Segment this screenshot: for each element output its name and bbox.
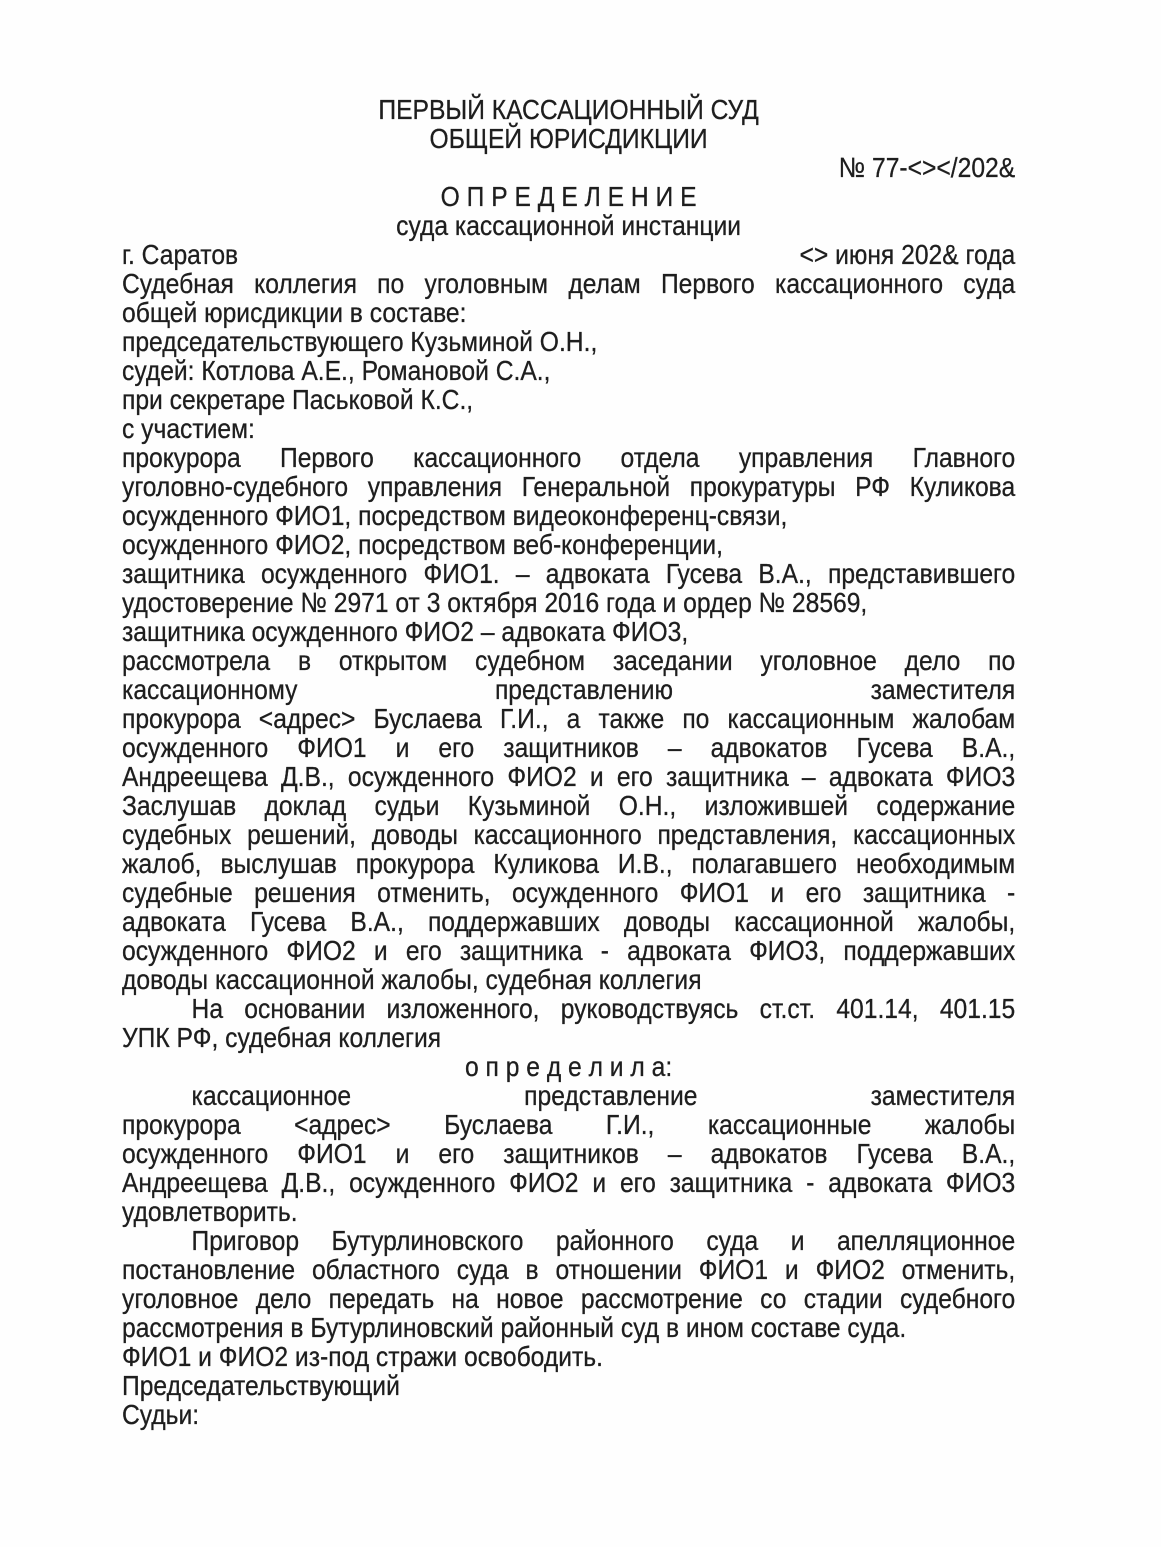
text-line: уголовно-судебного управления Генеральной прокуратуры РФ Куликова [122,471,1016,502]
signature-judges: Судьи: [122,1399,200,1430]
text-line: судей: Котлова А.Е., Романовой С.А., [122,355,551,386]
text-line: доводы кассационной жалобы, судебная коллегия [122,964,702,995]
text-line: Андреещева Д.В., осужденного ФИО2 и его защитника - адвоката ФИО3 [122,1167,1016,1198]
text-line: председательствующего Кузьминой О.Н., [122,326,598,357]
text-line: общей юрисдикции в составе: [122,297,467,328]
text-line: судебные решения отменить, осужденного ФИО1 и его защитника - [122,877,1016,908]
text-line: прокурора <адрес> Буслаева Г.И., а также по кассационным жалобам [122,703,1016,734]
text-line: постановление областного суда в отношении ФИО1 и ФИО2 отменить, [122,1254,1016,1285]
text-line: рассмотрела в открытом судебном заседании уголовное дело по [122,645,1016,676]
court-name-line-2: ОБЩЕЙ ЮРИСДИКЦИИ [429,123,708,154]
text-line: Андреещева Д.В., осужденного ФИО2 и его защитника – адвоката ФИО3 [122,761,1016,792]
case-number: № 77-<></202& [838,152,1016,183]
text-line: осужденного ФИО1 и его защитников – адвокатов Гусева В.А., [122,1138,1016,1169]
text-line: адвоката Гусева В.А., поддержавших доводы кассационной жалобы, [122,906,1016,937]
document-subtitle: суда кассационной инстанции [396,210,742,241]
text-line: осужденного ФИО1 и его защитников – адвокатов Гусева В.А., [122,732,1016,763]
place-date-line [122,240,1015,269]
text-line: прокурора <адрес> Буслаева Г.И., кассационные жалобы [122,1109,1016,1140]
text-line: осужденного ФИО2, посредством веб-конференции, [122,529,724,560]
text-line: Заслушав доклад судьи Кузьминой О.Н., изложившей содержание [122,790,1016,821]
text-line: судебных решений, доводы кассационного представления, кассационных [122,819,1016,850]
text-line: осужденного ФИО2 и его защитника - адвоката ФИО3, поддержавших [122,935,1016,966]
text-line: защитника осужденного ФИО2 – адвоката ФИО3, [122,616,689,647]
text-line: удовлетворить. [122,1196,298,1227]
text-line: УПК РФ, судебная коллегия [122,1022,442,1053]
text-line: уголовное дело передать на новое рассмотрение со стадии судебного [122,1283,1016,1314]
ruling-keyword: о п р е д е л и л а: [464,1051,673,1082]
text-line: рассмотрения в Бутурлиновский районный суд в ином составе суда. [122,1312,907,1343]
document-body [122,95,1015,1429]
court-name-line-1: ПЕРВЫЙ КАССАЦИОННЫЙ СУД [378,94,759,125]
text-line: с участием: [122,413,255,444]
text-line: Судебная коллегия по уголовным делам Первого кассационного суда [122,268,1016,299]
text-line: осужденного ФИО1, посредством видеоконференц-связи, [122,500,788,531]
signature-presiding-judge: Председательствующий [122,1370,400,1401]
text-line: Приговор Бутурлиновского районного суда и апелляционное [191,1225,1016,1256]
text-line: при секретаре Паськовой К.С., [122,384,474,415]
text-line: жалоб, выслушав прокурора Куликова И.В., полагавшего необходимым [122,848,1016,879]
text-line: прокурора Первого кассационного отдела управления Главного [122,442,1016,473]
date: <> июня 202& года [799,239,1016,270]
text-line: ФИО1 и ФИО2 из-под стражи освободить. [122,1341,603,1372]
text-line: На основании изложенного, руководствуясь ст.ст. 401.14, 401.15 [191,993,1016,1024]
text-line: защитника осужденного ФИО1. – адвоката Гусева В.А., представившего [122,558,1016,589]
document-title: О П Р Е Д Е Л Е Н И Е [440,181,697,212]
text-line: удостоверение № 2971 от 3 октября 2016 года и ордер № 28569, [122,587,868,618]
city: г. Саратов [122,239,239,270]
text-line: кассационному представлению заместителя [122,674,1016,705]
text-line: кассационное представление заместителя [191,1080,1016,1111]
